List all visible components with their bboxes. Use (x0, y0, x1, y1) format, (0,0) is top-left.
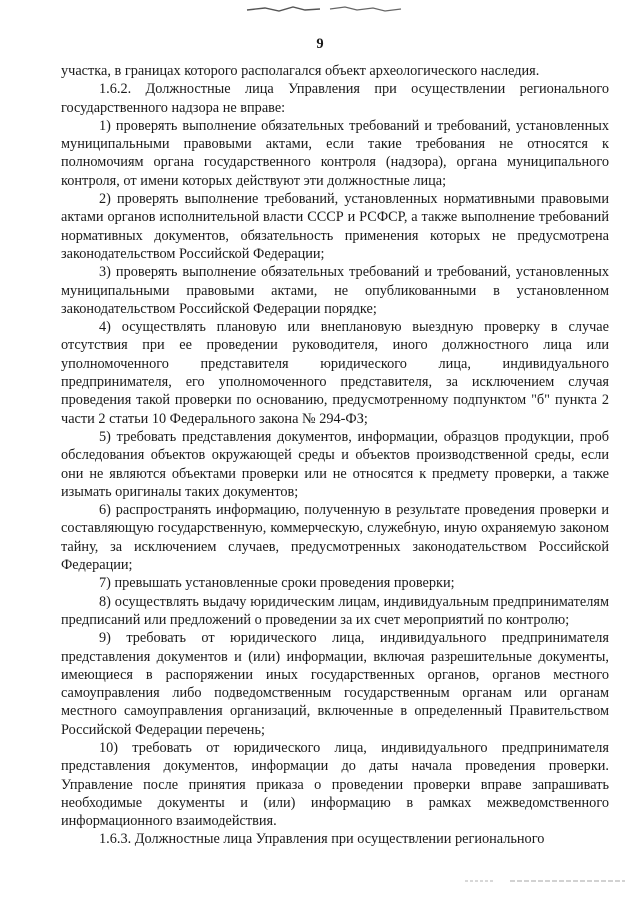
list-item-2: 2) проверять выполнение требований, установленных нормативными правовыми актами органов исполнительной власти СССР и РСФСР, а также выполнение требований нормативных документов, обязательность применения которых не предусмотрена законодательством Российской Федерации; (61, 191, 609, 262)
paragraph-continuation: участка, в границах которого располагался объект археологического наследия. (61, 63, 540, 79)
list-item-8: 8) осуществлять выдачу юридическим лицам, индивидуальным предпринимателям предписаний или предложений о проведении за их счет мероприятий по контролю; (61, 593, 609, 628)
list-item-5: 5) требовать представления документов, информации, образцов продукции, проб обследования объектов окружающей среды и объектов производственной среды, если они не являются объектами проверки или не относятся к предмету проверки, а также изымать оригиналы таких документов; (61, 428, 609, 500)
list-item-6: 6) распространять информацию, полученную в результате проведения проверки и составляющую государственную, коммерческую, служебную, иную охраняемую законом тайну, за исключением случаев, предусмотренных законодательством Российской Федерации; (61, 502, 609, 574)
clause-1-6-2: 1.6.2. Должностные лица Управления при осуществлении регионального государственного надзора не вправе: (61, 81, 609, 116)
clause-1-6-3: 1.6.3. Должностные лица Управления при осуществлении регионального (99, 831, 545, 848)
list-item-9: 9) требовать от юридического лица, индивидуального предпринимателя представления документов и (или) информации, включая разрешительные документы, имеющиеся в распоряжении иных государственных органов, органов местного самоуправления либо подведомственным государственным органам или органам местного самоуправления организаций, включенные в определенный Правительством Российской Федерации перечень; (61, 630, 609, 738)
scan-artifact-bottom (455, 877, 630, 885)
page-number: 9 (316, 36, 324, 52)
list-item-4: 4) осуществлять плановую или внеплановую выездную проверку в случае отсутствия при ее проведении руководителя, иного должностного лица или уполномоченного представителя юридического лица, индивидуального предпринимателя, его уполномоченного представителя, за исключением случая проведения такой проверки по основанию, предусмотренному подпунктом "б" пункта 2 части 2 статьи 10 Федерального закона № 294-ФЗ; (61, 319, 609, 427)
list-item-1: 1) проверять выполнение обязательных требований и требований, установленных муниципальными правовыми актами, если такие требования не относятся к полномочиям органа государственного контроля (надзора), органа муниципального контроля, от имени которых действуют эти должностные лица; (61, 117, 609, 189)
list-item-3: 3) проверять выполнение обязательных требований и требований, установленных муниципальными правовыми актами, не опубликованными в установленном законодательством Российской Федерации порядке; (61, 264, 609, 317)
list-item-7: 7) превышать установленные сроки проведения проверки; (99, 575, 455, 592)
document-body (61, 62, 609, 849)
scan-artifact-top (245, 4, 405, 14)
list-item-10: 10) требовать от юридического лица, индивидуального предпринимателя представления документов, информации до даты начала проведения проверки. Управление после принятия приказа о проведении проверки вправе запрашивать необходимые документы и (или) информацию в рамках межведомственного информационного взаимодействия. (61, 739, 609, 830)
